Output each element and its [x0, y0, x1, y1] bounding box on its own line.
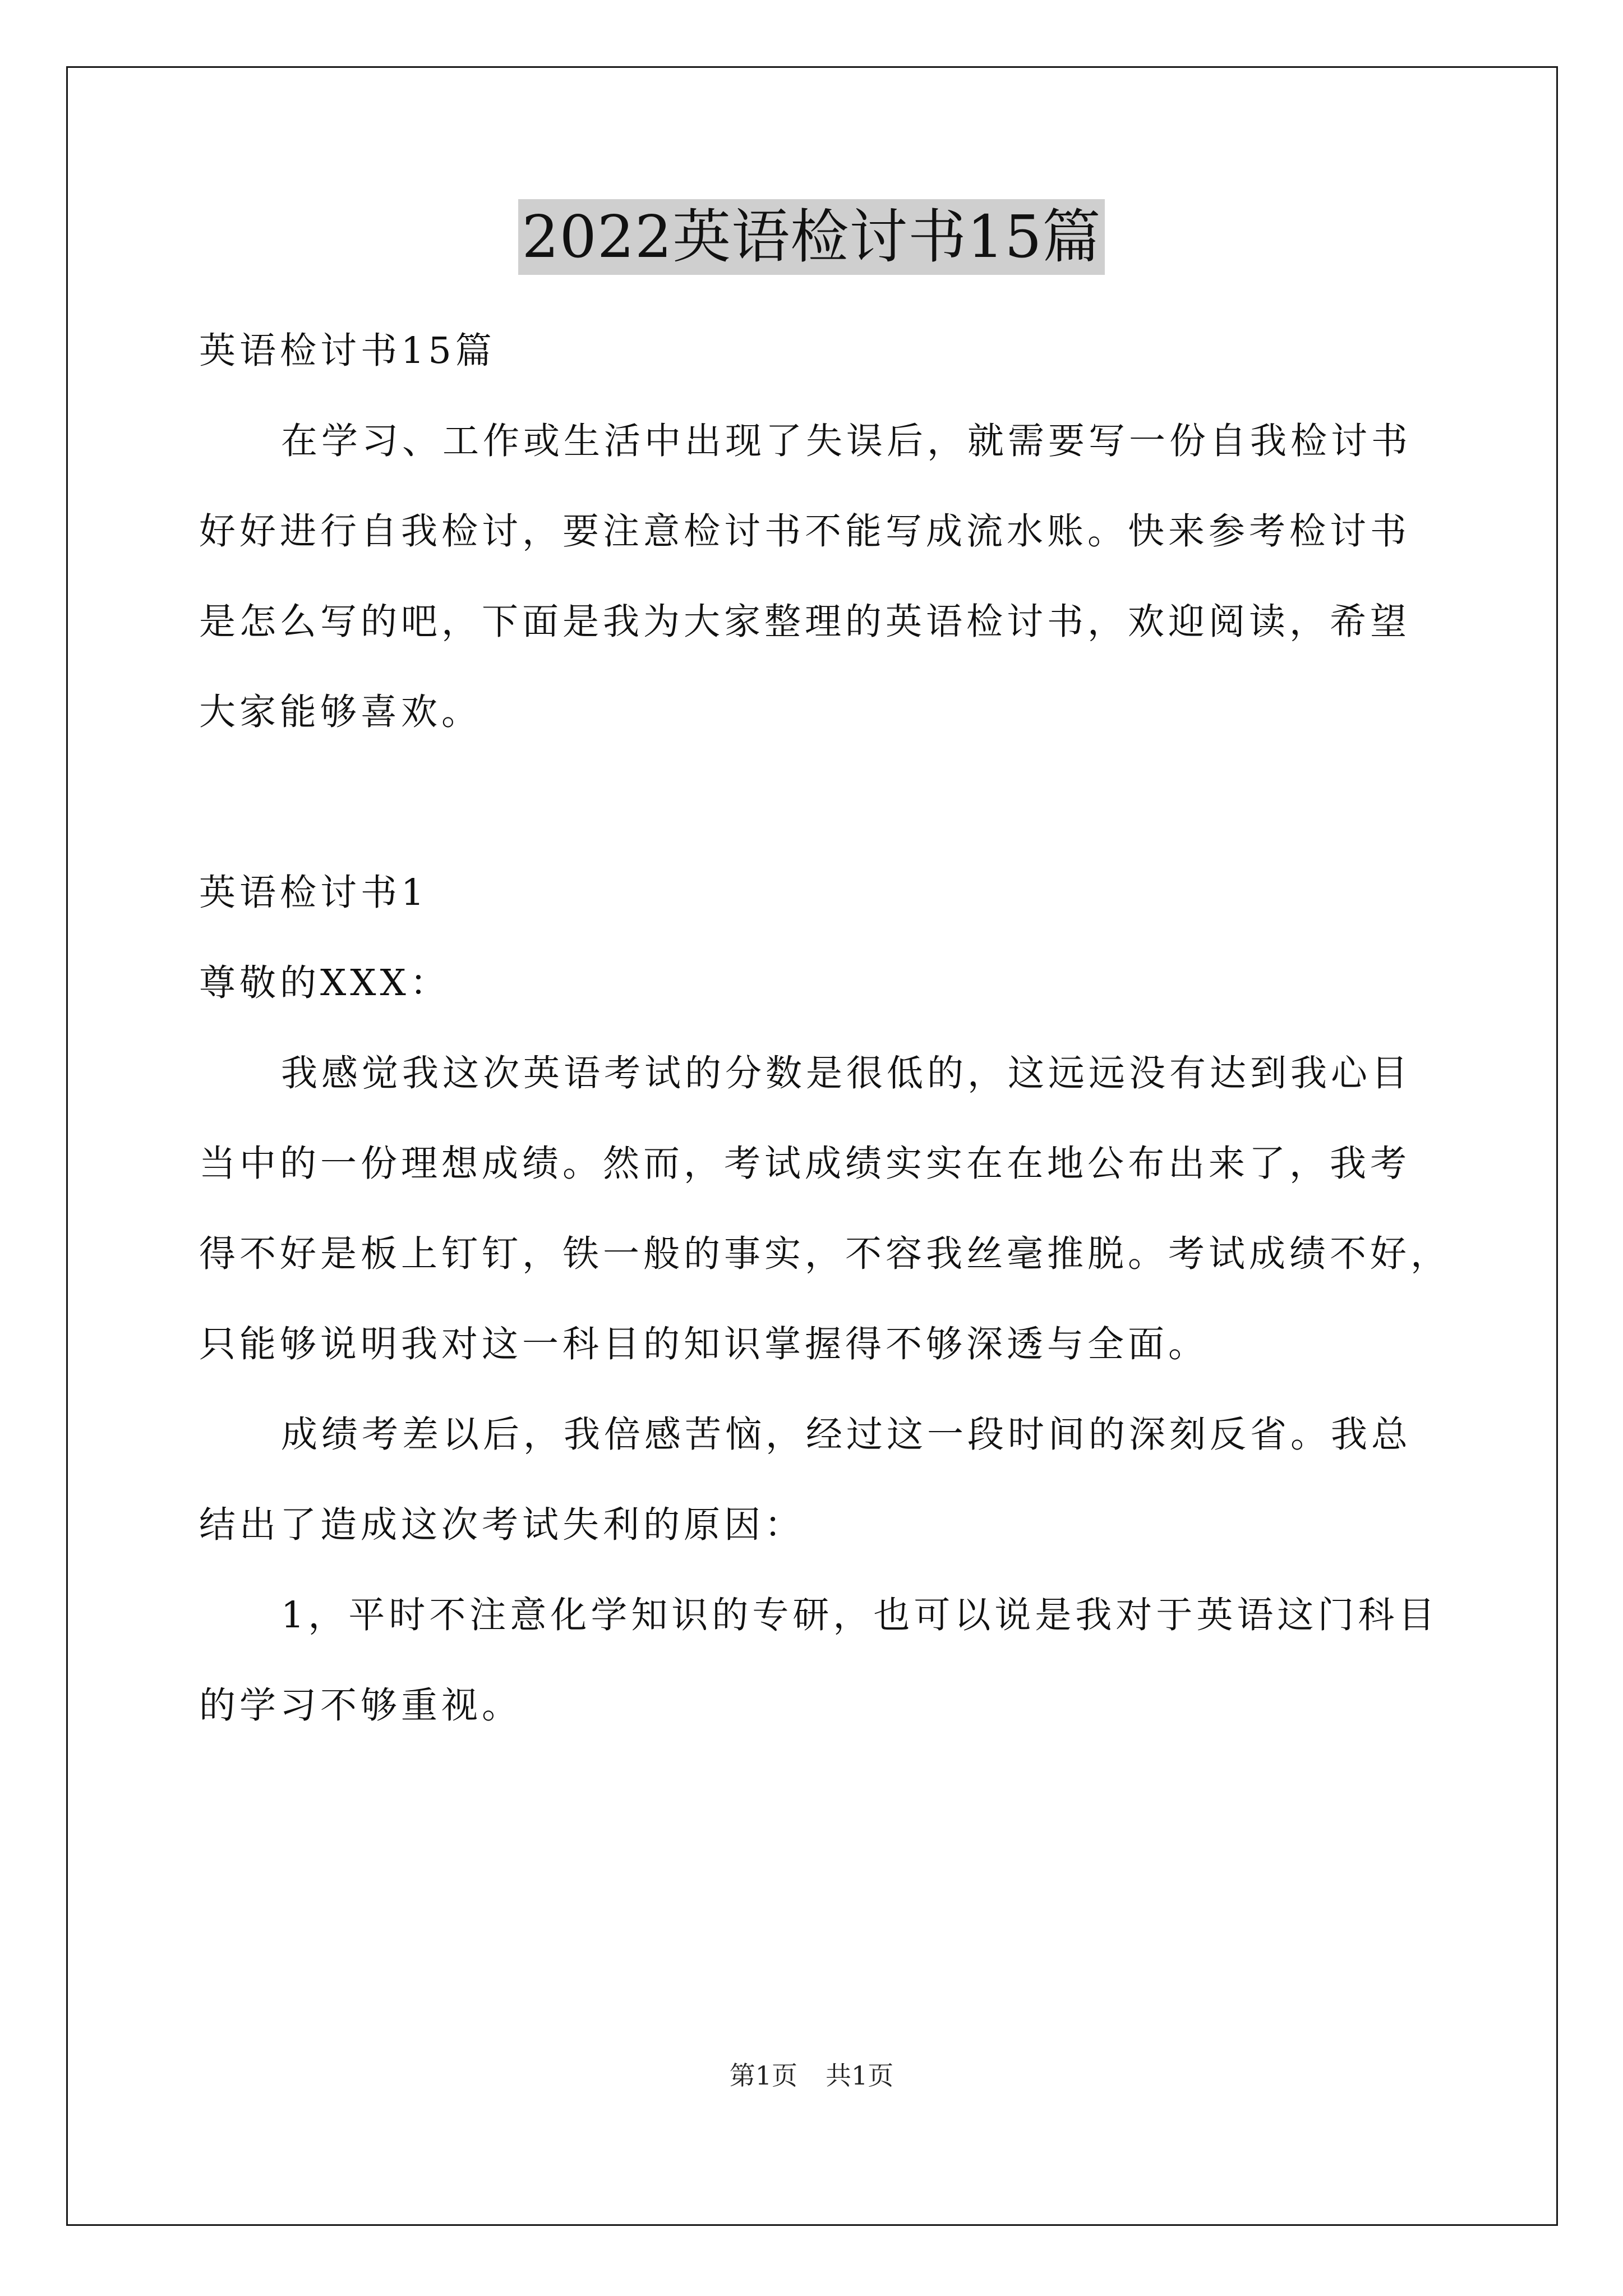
spacer — [199, 757, 1433, 848]
document-title: 2022英语检讨书15篇 — [518, 199, 1104, 275]
paragraph-line: 成绩考差以后，我倍感苦恼，经过这一段时间的深刻反省。我总 — [281, 1414, 1412, 1456]
intro-line: 大家能够喜欢。 — [199, 691, 482, 733]
intro-line: 在学习、工作或生活中出现了失误后，就需要写一份自我检讨书 — [281, 420, 1412, 462]
salutation: 尊敬的XXX： — [199, 962, 450, 1004]
intro-line: 是怎么写的吧，下面是我为大家整理的英语检讨书，欢迎阅读，希望 — [199, 601, 1411, 643]
page-total: 共1页 — [826, 2060, 894, 2091]
paragraph-line: 的学习不够重视。 — [199, 1685, 523, 1727]
paragraph-line: 只能够说明我对这一科目的知识掌握得不够深透与全面。 — [199, 1323, 1209, 1365]
section-title: 英语检讨书1 — [199, 872, 428, 914]
page-footer — [0, 2059, 1623, 2092]
paragraph-line: 我感觉我这次英语考试的分数是很低的，这远远没有达到我心目 — [281, 1052, 1412, 1094]
subtitle: 英语检讨书15篇 — [199, 330, 496, 372]
paragraph-line: 结出了造成这次考试失利的原因： — [199, 1504, 805, 1546]
paragraph-line: 1，平时不注意化学知识的专研，也可以说是我对于英语这门科目 — [281, 1594, 1439, 1636]
title-container — [0, 199, 1623, 275]
paragraph-line: 得不好是板上钉钉，铁一般的事实，不容我丝毫推脱。考试成绩不好， — [199, 1233, 1451, 1275]
paragraph-line: 当中的一份理想成绩。然而，考试成绩实实在在地公布出来了，我考 — [199, 1143, 1411, 1185]
intro-line: 好好进行自我检讨，要注意检讨书不能写成流水账。快来参考检讨书 — [199, 510, 1411, 553]
page-number: 第1页 — [729, 2060, 797, 2091]
document-body — [199, 306, 1451, 1751]
